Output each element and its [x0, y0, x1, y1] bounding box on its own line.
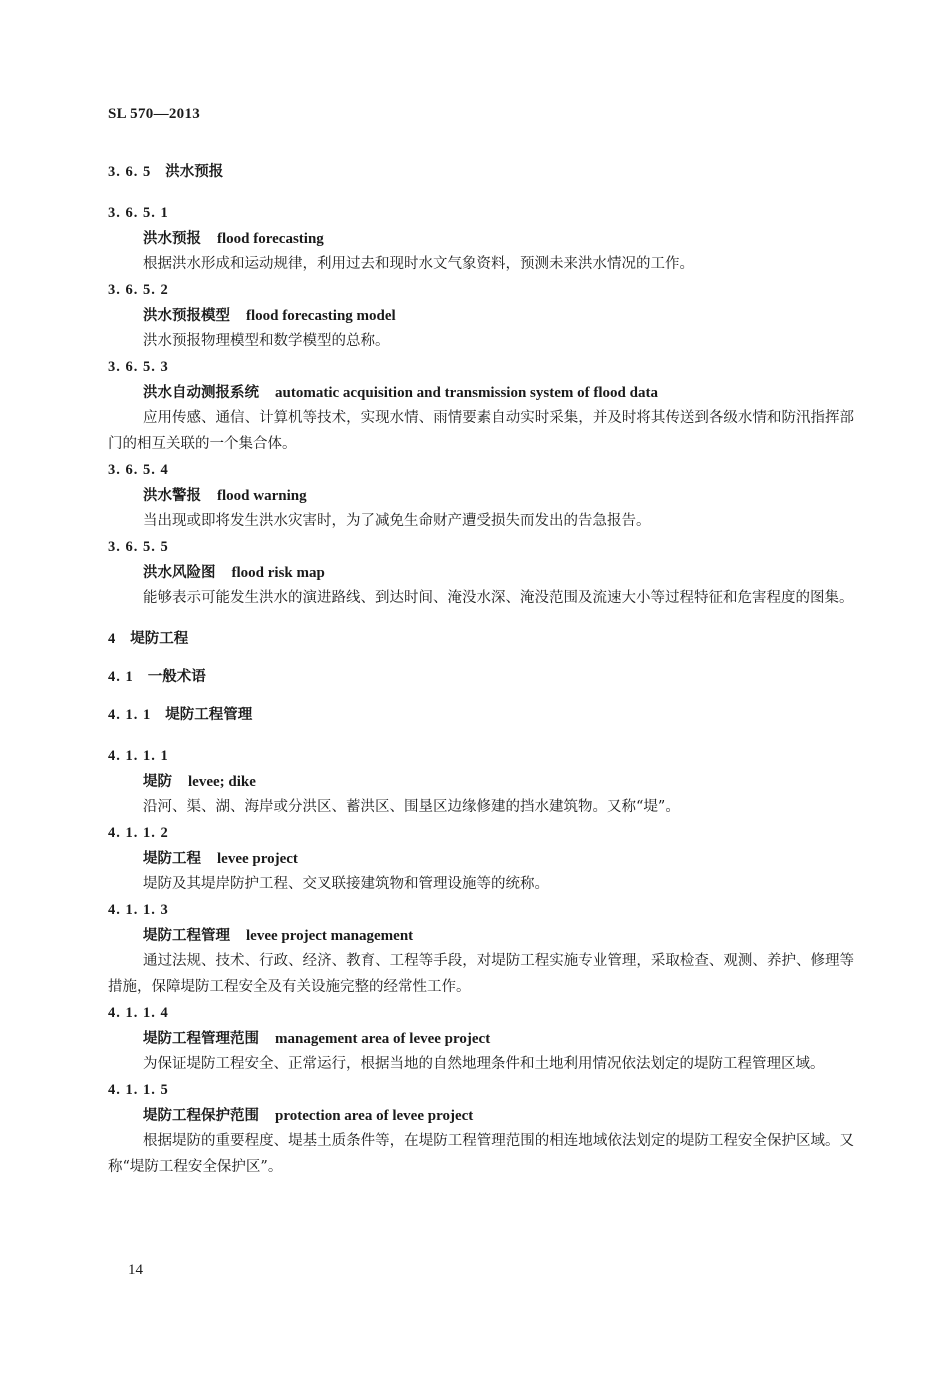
term-line — [108, 1026, 854, 1051]
term-line — [108, 380, 854, 405]
term-entry — [108, 1000, 854, 1077]
section-title: 一般术语 — [147, 668, 206, 685]
term-english: flood forecasting — [217, 231, 324, 247]
entry-number: 4. 1. 1. 1 — [108, 748, 169, 764]
entry-number: 3. 6. 5. 1 — [108, 205, 169, 221]
section-number: 4 — [108, 631, 117, 647]
term-line — [108, 846, 854, 871]
term-definition: 能够表示可能发生洪水的演进路线、到达时间、淹没水深、淹没范围及流速大小等过程特征和危害程度的图集。 — [143, 590, 854, 606]
document-body — [108, 162, 854, 1180]
term-chinese: 洪水自动测报系统 — [143, 384, 259, 401]
term-entry — [108, 1077, 854, 1180]
term-english: automatic acquisition and transmission system of flood data — [275, 385, 658, 401]
entry-number: 3. 6. 5. 4 — [108, 462, 169, 478]
term-line — [108, 1103, 854, 1128]
term-entry — [108, 897, 854, 1000]
term-chinese: 洪水风险图 — [143, 564, 216, 581]
term-chinese: 堤防工程保护范围 — [143, 1107, 259, 1124]
entry-number: 4. 1. 1. 2 — [108, 825, 169, 841]
section-title: 洪水预报 — [165, 163, 224, 180]
section-number: 4. 1 — [108, 669, 134, 685]
entry-number: 3. 6. 5. 5 — [108, 539, 169, 555]
term-chinese: 洪水警报 — [143, 487, 201, 504]
term-chinese: 堤防工程管理 — [143, 927, 230, 944]
entry-number: 4. 1. 1. 5 — [108, 1082, 169, 1098]
term-english: flood warning — [217, 488, 307, 504]
chapter-heading — [108, 629, 854, 649]
term-english: levee; dike — [188, 774, 256, 790]
term-definition: 应用传感、通信、计算机等技术，实现水情、雨情要素自动实时采集，并及时将其传送到各级水情和防汛指挥部门的相互关联的一个集合体。 — [108, 410, 854, 452]
term-definition: 根据堤防的重要程度、堤基土质条件等，在堤防工程管理范围的相连地域依法划定的堤防工程安全保护区域。又称“堤防工程安全保护区”。 — [108, 1133, 854, 1175]
term-english: flood risk map — [231, 565, 325, 581]
term-entry — [108, 354, 854, 457]
entry-number: 3. 6. 5. 2 — [108, 282, 169, 298]
term-english: protection area of levee project — [275, 1108, 474, 1124]
term-entry — [108, 820, 854, 897]
section-heading — [108, 705, 854, 725]
term-entry — [108, 743, 854, 820]
entry-number: 3. 6. 5. 3 — [108, 359, 169, 375]
section-number: 4. 1. 1 — [108, 707, 152, 723]
term-definition: 通过法规、技术、行政、经济、教育、工程等手段，对堤防工程实施专业管理，采取检查、观测、养护、修理等措施，保障堤防工程安全及有关设施完整的经常性工作。 — [108, 953, 854, 995]
entry-number: 4. 1. 1. 4 — [108, 1005, 169, 1021]
term-definition: 为保证堤防工程安全、正常运行，根据当地的自然地理条件和土地利用情况依法划定的堤防工程管理区域。 — [143, 1056, 825, 1072]
term-line — [108, 226, 854, 251]
term-line — [108, 923, 854, 948]
section-title: 堤防工程管理 — [165, 706, 253, 723]
term-english: levee project management — [246, 928, 414, 944]
term-line — [108, 769, 854, 794]
section-heading — [108, 162, 854, 182]
term-entry — [108, 277, 854, 354]
term-definition: 堤防及其堤岸防护工程、交叉联接建筑物和管理设施等的统称。 — [143, 876, 549, 892]
term-entry — [108, 457, 854, 534]
term-line — [108, 483, 854, 508]
section-number: 3. 6. 5 — [108, 164, 152, 180]
term-entry — [108, 534, 854, 611]
term-definition: 根据洪水形成和运动规律，利用过去和现时水文气象资料，预测未来洪水情况的工作。 — [143, 256, 694, 272]
term-chinese: 堤防工程管理范围 — [143, 1030, 259, 1047]
term-chinese: 堤防 — [143, 773, 172, 790]
term-definition: 沿河、渠、湖、海岸或分洪区、蓄洪区、围垦区边缘修建的挡水建筑物。又称“堤”。 — [143, 799, 680, 815]
term-line — [108, 560, 854, 585]
term-chinese: 堤防工程 — [143, 850, 201, 867]
term-definition: 洪水预报物理模型和数学模型的总称。 — [143, 333, 390, 349]
term-chinese: 洪水预报 — [143, 230, 201, 247]
term-entry — [108, 200, 854, 277]
standard-code: SL 570—2013 — [108, 106, 201, 122]
term-english: levee project — [217, 851, 298, 867]
term-english: flood forecasting model — [246, 308, 396, 324]
term-english: management area of levee project — [275, 1031, 491, 1047]
section-heading — [108, 667, 854, 687]
term-line — [108, 303, 854, 328]
section-title: 堤防工程 — [130, 630, 189, 647]
term-definition: 当出现或即将发生洪水灾害时，为了减免生命财产遭受损失而发出的告急报告。 — [143, 513, 651, 529]
entry-number: 4. 1. 1. 3 — [108, 902, 169, 918]
page-number: 14 — [128, 1262, 143, 1278]
term-chinese: 洪水预报模型 — [143, 307, 230, 324]
